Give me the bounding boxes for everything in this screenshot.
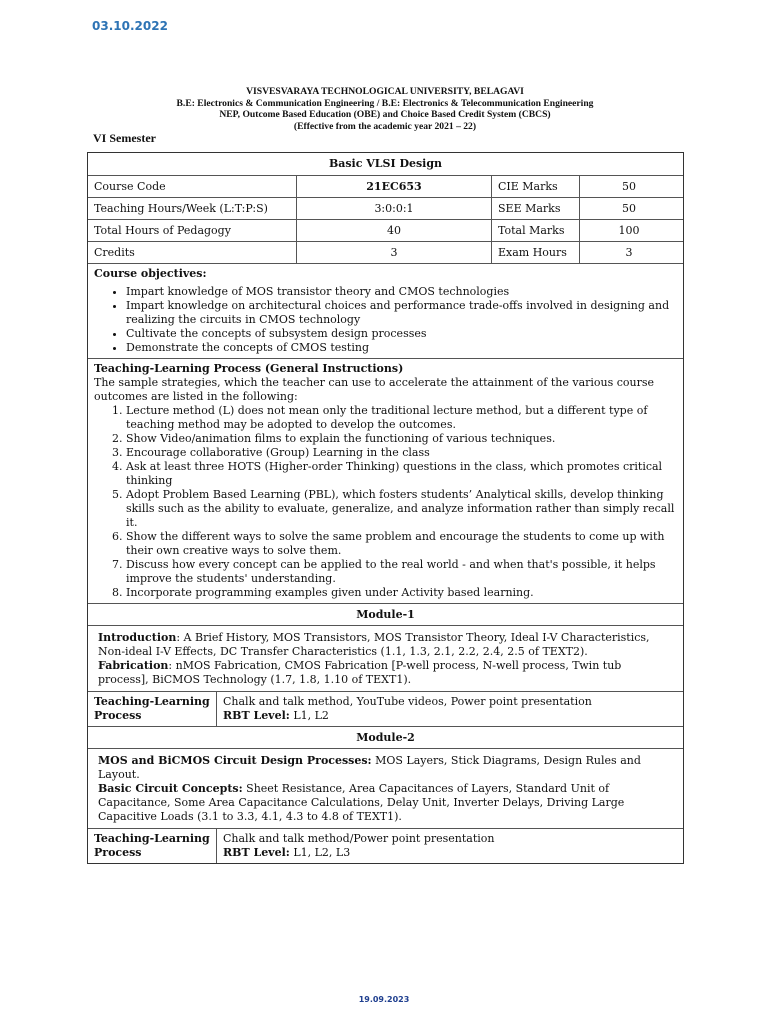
module-2-content: [88, 748, 683, 828]
teaching-hours-label: Teaching Hours/Week (L:T:P:S): [94, 201, 268, 215]
rbt-label: RBT Level:: [223, 846, 290, 859]
rbt-level: [223, 709, 677, 723]
course-code-value: 21EC653: [296, 176, 491, 197]
rbt-level: [223, 846, 677, 860]
tlp-list: [94, 404, 677, 600]
topic-heading: Fabrication: [98, 659, 169, 672]
scheme-line: NEP, Outcome Based Education (OBE) and Choice Based Credit System (CBCS): [219, 109, 551, 120]
pedagogy-hours-label: Total Hours of Pedagogy: [94, 223, 231, 237]
see-marks-value: 50: [579, 198, 678, 219]
cie-marks-label: CIE Marks: [491, 176, 579, 197]
teaching-learning-value: [216, 692, 683, 726]
module-paragraph: [98, 659, 675, 687]
tlp-intro: The sample strategies, which the teacher can use to accelerate the attainment of the various course outcomes are listed in the following:: [94, 376, 655, 403]
topic-heading: MOS and BiCMOS Circuit Design Processes:: [98, 754, 372, 767]
objectives-heading: Course objectives:: [94, 267, 207, 280]
tlp-item: 1. Lecture method (L) does not mean only the traditional lecture method, but a different type of teaching method may be adopted to develop the outcomes.: [126, 404, 677, 432]
footer-date: 19.09.2023: [358, 995, 410, 1004]
module-1-title: Module-1: [88, 603, 683, 625]
objectives-section: [88, 263, 683, 358]
tlp-section: [88, 358, 683, 603]
credits-label: Credits: [94, 245, 135, 259]
objective-item: • Demonstrate the concepts of CMOS testing: [126, 341, 677, 355]
tlp-item: 7. Discuss how every concept can be applied to the real world - and when that's possible, it helps improve the students' understanding.: [126, 558, 677, 586]
module-paragraph: [98, 631, 675, 659]
teaching-method: Chalk and talk method, YouTube videos, Power point presentation: [223, 695, 592, 708]
topic-text: MOS Layers, Stick Diagrams, Design Rules and Layout.: [98, 754, 641, 781]
semester-label: VI Semester: [93, 131, 156, 145]
tlp-item: 2. Show Video/animation films to explain the functioning of various techniques.: [126, 432, 677, 446]
topic-heading: Basic Circuit Concepts:: [98, 782, 243, 795]
tlp-item: 5. Adopt Problem Based Learning (PBL), which fosters students’ Analytical skills, develop thinking skills such as the ability to evaluate, generalize, and analyze information rather than simply recall it.: [126, 488, 677, 530]
tlp-heading: Teaching-Learning Process (General Instructions): [94, 362, 404, 375]
university-header: [90, 86, 680, 132]
rbt-label: RBT Level:: [223, 709, 290, 722]
effective-line: (Effective from the academic year 2021 – 22): [293, 120, 477, 132]
programs-line: B.E: Electronics & Communication Engineering / B.E: Electronics & Telecommunication Engineering: [176, 97, 594, 109]
document-date: 03.10.2022: [92, 19, 168, 33]
course-info-row: [88, 241, 683, 263]
module-2-title: Module-2: [88, 726, 683, 748]
course-code-label: Course Code: [94, 179, 166, 193]
total-marks-value: 100: [579, 220, 678, 241]
total-marks-label: Total Marks: [491, 220, 579, 241]
module-paragraph: [98, 754, 675, 782]
syllabus-table: [87, 152, 684, 864]
see-marks-label: SEE Marks: [491, 198, 579, 219]
objective-item: • Cultivate the concepts of subsystem design processes: [126, 327, 677, 341]
course-info-row: [88, 219, 683, 241]
topic-text: : A Brief History, MOS Transistors, MOS Transistor Theory, Ideal I-V Characteristics, Non-ideal I-V Effects, DC Transfer Characteristics (1.1, 1.3, 2.1, 2.2, 2.4, 2.5 of TEXT2).: [98, 631, 650, 658]
objective-item: • Impart knowledge of MOS transistor theory and CMOS technologies: [126, 285, 677, 299]
teaching-learning-value: [216, 829, 683, 863]
teaching-method: Chalk and talk method/Power point presentation: [223, 832, 495, 845]
topic-text: Sheet Resistance, Area Capacitances of Layers, Standard Unit of Capacitance, Some Area Capacitance Calculations, Delay Unit, Inverter Delays, Driving Large Capacitive Loads (3.1 to 3.3, 4.1, 4.3 to 4.8 of TEXT1).: [98, 782, 625, 823]
credits-value: 3: [296, 242, 491, 263]
course-info-row: [88, 197, 683, 219]
rbt-value: L1, L2: [289, 709, 329, 722]
exam-hours-label: Exam Hours: [491, 242, 579, 263]
tlp-item: 3. Encourage collaborative (Group) Learning in the class: [126, 446, 677, 460]
exam-hours-value: 3: [579, 242, 678, 263]
pedagogy-hours-value: 40: [296, 220, 491, 241]
teaching-learning-label: Teaching-Learning Process: [94, 695, 210, 722]
tlp-item: 8. Incorporate programming examples given under Activity based learning.: [126, 586, 677, 600]
rbt-value: L1, L2, L3: [289, 846, 351, 859]
topic-heading: Introduction: [98, 631, 177, 644]
tlp-item: 4. Ask at least three HOTS (Higher-order Thinking) questions in the class, which promotes critical thinking: [126, 460, 677, 488]
objective-item: • Impart knowledge on architectural choices and performance trade-offs involved in designing and realizing the circuits in CMOS technology: [126, 299, 677, 327]
teaching-hours-value: 3:0:0:1: [296, 198, 491, 219]
module-paragraph: [98, 782, 675, 824]
cie-marks-value: 50: [579, 176, 678, 197]
module-2-teaching-row: [88, 828, 683, 863]
objectives-list: [94, 285, 677, 355]
course-info-row: [88, 175, 683, 197]
course-title: Basic VLSI Design: [328, 157, 443, 170]
module-1-teaching-row: [88, 691, 683, 726]
tlp-item: 6. Show the different ways to solve the same problem and encourage the students to come up with their own creative ways to solve them.: [126, 530, 677, 558]
university-name: VISVESVARAYA TECHNOLOGICAL UNIVERSITY, BELAGAVI: [246, 86, 524, 97]
teaching-learning-label: Teaching-Learning Process: [94, 832, 210, 859]
topic-text: : nMOS Fabrication, CMOS Fabrication [P-well process, N-well process, Twin tub process], BiCMOS Technology (1.7, 1.8, 1.10 of TEXT1).: [98, 659, 622, 686]
module-1-content: [88, 625, 683, 691]
